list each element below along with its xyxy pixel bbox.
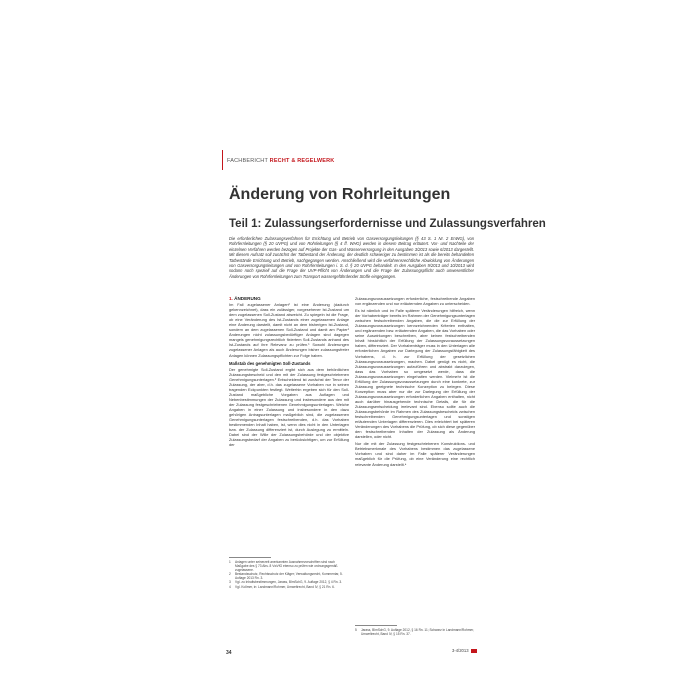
footnotes-right	[355, 628, 475, 636]
right-paragraph: Es ist nämlich und im Falle späterer Veränderungen hilfreich, wenn der Vorhabenträger bereits im Rahmen der Genehmigungsunterlagen zwischen festschreibenden Angaben, die die zur Erfüllung der Zulassungsvoraussetzungen kennzeichnenden Kriterien enthalten, und ergänzenden bzw. erläuternden Angaben, die das Vorhaben oder seine Auswirkungen beschreiben, aber keinen festschreibenden Inhalt hinsichtlich der Erfüllung der Zulassungsvoraussetzungen haben, differenziert. Der Vorhabenträger muss in den Unterlagen alle erforderlichen Angaben zur Darlegung der Zulassungsfähigkeit des Vorhabens, d. h. zur Erfüllung der gesetzlichen Zulassungsvoraussetzungen, machen. Dabei genügt es nicht, die Zulassungsvoraussetzungen aufzuführen und abstrakt darzulegen, dass das Vorhaben so umgesetzt werde, dass die Zulassungsvoraussetzungen eingehalten werden. Vielmehr ist die Erfüllung der Zulassungsvoraussetzungen durch eine konkrete, zur Zulassung geeignete technische Konzeption zu belegen. Diese Konzeption muss aber nur die zur Darlegung der Erfüllung der Zulassungsvoraussetzungen erforderlichen Angaben enthalten, nicht auch darüber hinausgehende technische Details, die für die Zulassungsentscheidung irrelevant sind. Ebenso sollte auch die Zulassungsbehörde im Rahmen des Zulassungsbescheids zwischen festschreibenden Genehmigungsunterlagen und sonstigen erläuternden Unterlagen differenzieren. Dies erleichtert bei späteren Veränderungen des Vorhabens die Prüfung, ob sich diese gegenüber den festschreibenden Inhalten der Zulassung als Änderung darstellen, oder nicht.	[355, 308, 475, 440]
footnote: 2 Bestandsschutz, Rechtsschutz der Kläger; Verwaltungsrecht, Kommentar, 5. Auflage 2013 Rn. 3.	[229, 572, 343, 581]
journal-logo-mark	[471, 649, 477, 653]
footnote: 4 Vgl. Kollmer, in: Landmann/Rohmer, Umweltrecht, Band IV, § 21 Rn. 6.	[229, 584, 335, 589]
section-heading	[229, 296, 349, 301]
article-lead: Die erforderlichen Zulassungsverfahren für Errichtung und Betrieb von Gasversorgungsleitungen (§ 43 S. 1 Nr. 2 EnWG), von Rohrfernleitungen (§ 20 UVPG) und von Rohrleitungen (§ 4 ff. WHG) werden in diesem Beitrag erläutert. Vor- und Nachteile der einzelnen Verfahren werden bezogen auf Projekte der Gas- und Wasserversorgung in den Ausgaben 3/2013 sowie 6/2013 dargestellt. Mit diesem Aufsatz soll zunächst der Tatbestand der Änderung, der deutlich schwieriger zu bestimmen ist als die bereits behandelten Tatbestände Errichtung und Betrieb, nachgegangen werden. Anschließend wird die verfahrensrechtliche Abwicklung von Änderungen von Gasversorgungsleitungen und von Rohrfernleitungen i. S. d. § 20 UVPG behandelt. In den Ausgaben 9/2013 und 10/2013 wird sodann noch speziell auf die Frage der UVP-Pflicht von Änderungen und die Frage der Zulassungspflicht auch unwesentlicher Änderungen von Rohrfernleitungen zum Transport wassergefährdender Stoffe eingegangen.	[229, 236, 474, 279]
header-rule	[222, 150, 223, 170]
subsection-heading: Maßstab des genehmigten Soll-Zustands	[229, 360, 311, 366]
footnotes-left	[229, 560, 349, 589]
section-intro: Im Fall zugelassener Anlagen² ist eine Änderung (dadurch gekennzeichnet), dass ein zulässiger, vorgesehener Ist-Zustand um dem zugelassenen Soll-Zustand abweicht. Zu spiegeln ist die Frage, ob eine Veränderung des Ist-Zustands einer zugelassenen Anlage eine Änderung darstellt, damit nicht an dem bisherigen Ist-Zustand, sondern an dem zugelassenen Soll-Zustand und damit am Papier¹ Änderungen nicht zulassungsbedürftiger Anlagen sind dagegen mangels genehmigungsrechtlich fixiertem Soll-Zustands anhand des Ist-Zustands auf ihre Relevanz zu prüfen.¹ Sowohl Änderungen zugelassener Anlagen als auch Änderungen bisher zulassungsfreier Anlagen können Zulassungspflichten zur Folge haben.	[229, 302, 349, 358]
footnote: 5 Jarass, BImSchG, 9. Auflage 2012, § 16 Rn. 11; Schwarz in Landmann/Rohmer, Umweltrecht, Band IV, § 15 Rn. 37.	[355, 628, 474, 637]
subsection-body: Der genehmigte Soll-Zustand ergibt sich aus dem behördlichen Zulassungsbescheid und den mit der Zulassung festgeschriebenen Genehmigungsunterlagen.² Entscheidend ist zunächst der Tenor der Zulassung, der aber, d.h. das zugelassene Vorhaben nur in seinen tragenden Eckpunkten festlegt. Weiterhin ergeben sich für den Soll-Zustand maßgebliche Vorgaben aus Auflagen und Nebenbestimmungen der Zulassung und insbesondere aus den mit der Zulassung festgeschriebenen Genehmigungsunterlagen. Welche Angaben in einer Zulassung und insbesondere in den dazu gehörigen Antragsunterlagen maßgeblich sind, die zugelassenen Genehmigungsunterlagen festschreibenden, d.h. das Vorhaben bestimmenden Inhalt haben, ist, wenn dies nicht in den Unterlagen bzw. der Zulassung differenziert ist, durch Auslegung zu ermitteln. Dabei sind der Wille der Zulassungsbehörde und der objektive Zulassungsbedarf der Angaben zu berücksichtigen, um zur Erfüllung der	[229, 366, 349, 448]
footnote: 1 Anlagen unter seinerzeit anerkannten Ausnahmevorschriften sind nach Maßgabe des § 73 Abs. 8 VwVfG ebenso zu prüfen wie ordnungsgemäß zugelassene.	[229, 560, 338, 573]
footnote-rule-right	[355, 625, 397, 626]
section-number: 1.	[229, 296, 233, 301]
page-number: 34	[226, 650, 232, 656]
left-column	[229, 296, 349, 554]
right-column	[355, 296, 475, 621]
section-title: ÄNDERUNG	[234, 296, 261, 301]
article-title: Änderung von Rohrleitungen	[229, 186, 451, 203]
right-paragraph: Nur die mit der Zulassung festgeschriebenen Konstruktions- und Betriebsmerkmale des Vorhabens bestimmen das zugelassene Vorhaben und sind daher im Falle späterer Veränderungen maßgeblich für die Prüfung, ob eine Veränderung eine rechtlich relevante Änderung darstellt.⁴	[355, 441, 475, 467]
header-topic: RECHT & REGELWERK	[269, 158, 335, 164]
right-paragraph: Zulassungsvoraussetzungen erforderliche, festschreibende Angaben von ergänzenden und nur erläuternden Angaben zu unterscheiden.	[355, 296, 475, 307]
header-category: FACHBERICHT	[227, 158, 270, 164]
footnote: 3 Vgl. zu Inhaltsbestimmungen, Jarass, BImSchG, 9. Auflage 2012, § 4 Rn. 3.	[229, 580, 343, 585]
section-header	[227, 158, 334, 164]
article-subtitle: Teil 1: Zulassungserfordernisse und Zulassungsverfahren	[229, 218, 546, 230]
footnote-rule-left	[229, 557, 271, 558]
journal-issue-text: 3-4/2013	[452, 648, 469, 653]
journal-issue	[452, 648, 477, 653]
